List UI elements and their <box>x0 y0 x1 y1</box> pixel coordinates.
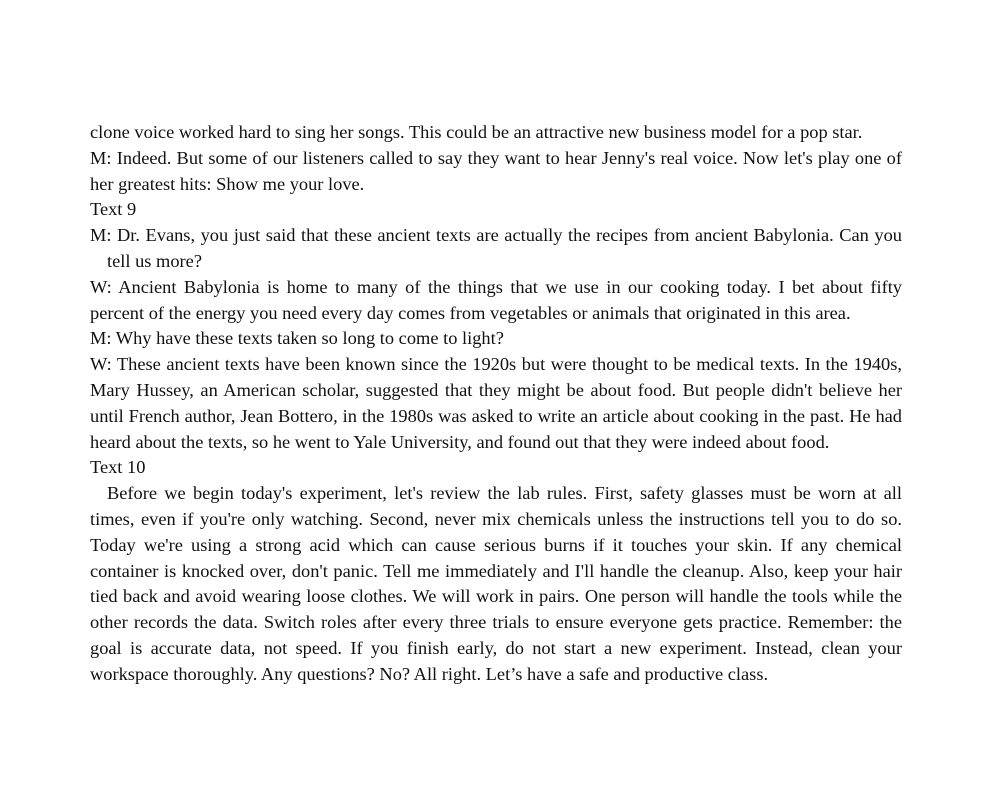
paragraph-w-ancient-texts: W: These ancient texts have been known since the 1920s but were thought to be medical texts. In the 1940s, Mary Hussey, an American scholar, suggested that they might be about food. But people didn't believe her until French author, Jean Bottero, in the 1980s was asked to write an article about cooking in the past. He had heard about the texts, so he went to Yale University, and found out that they were indeed about food. <box>90 354 902 452</box>
paragraph-m-why-texts: M: Why have these texts taken so long to come to light? <box>90 328 504 349</box>
paragraph-lab-rules: Before we begin today's experiment, let's review the lab rules. First, safety glasses must be worn at all times, even if you're only watching. Second, never mix chemicals unless the instructions tell you to do so. Today we're using a strong acid which can cause serious burns if it touches your skin. If any chemical container is knocked over, don't panic. Tell me immediately and I'll handle the cleanup. Also, keep your hair tied back and avoid wearing loose clothes. We will work in pairs. One person will handle the tools while the other records the data. Switch roles after every three trials to ensure everyone gets practice. Remember: the goal is accurate data, not speed. If you finish early, do not start a new experiment. Instead, clean your workspace thoroughly. Any questions? No? All right. Let’s have a safe and productive class. <box>90 483 902 684</box>
section-heading-text-10: Text 10 <box>90 457 146 478</box>
paragraph-m-indeed: M: Indeed. But some of our listeners called to say they want to hear Jenny's real voice. Now let's play one of her greatest hits: Show me your love. <box>90 147 902 194</box>
section-heading-text-9: Text 9 <box>90 199 137 220</box>
paragraph-m-dr-evans: M: Dr. Evans, you just said that these ancient texts are actually the recipes from ancient Babylonia. Can you tell us more? <box>90 225 902 271</box>
paragraph-w-ancient-babylonia: W: Ancient Babylonia is home to many of the things that we use in our cooking today. I bet about fifty percent of the energy you need every day comes from vegetables or animals that originated in this area. <box>90 276 902 323</box>
paragraph-clone-voice: clone voice worked hard to sing her songs. This could be an attractive new business model for a pop star. <box>90 122 863 142</box>
document-page <box>90 120 902 688</box>
